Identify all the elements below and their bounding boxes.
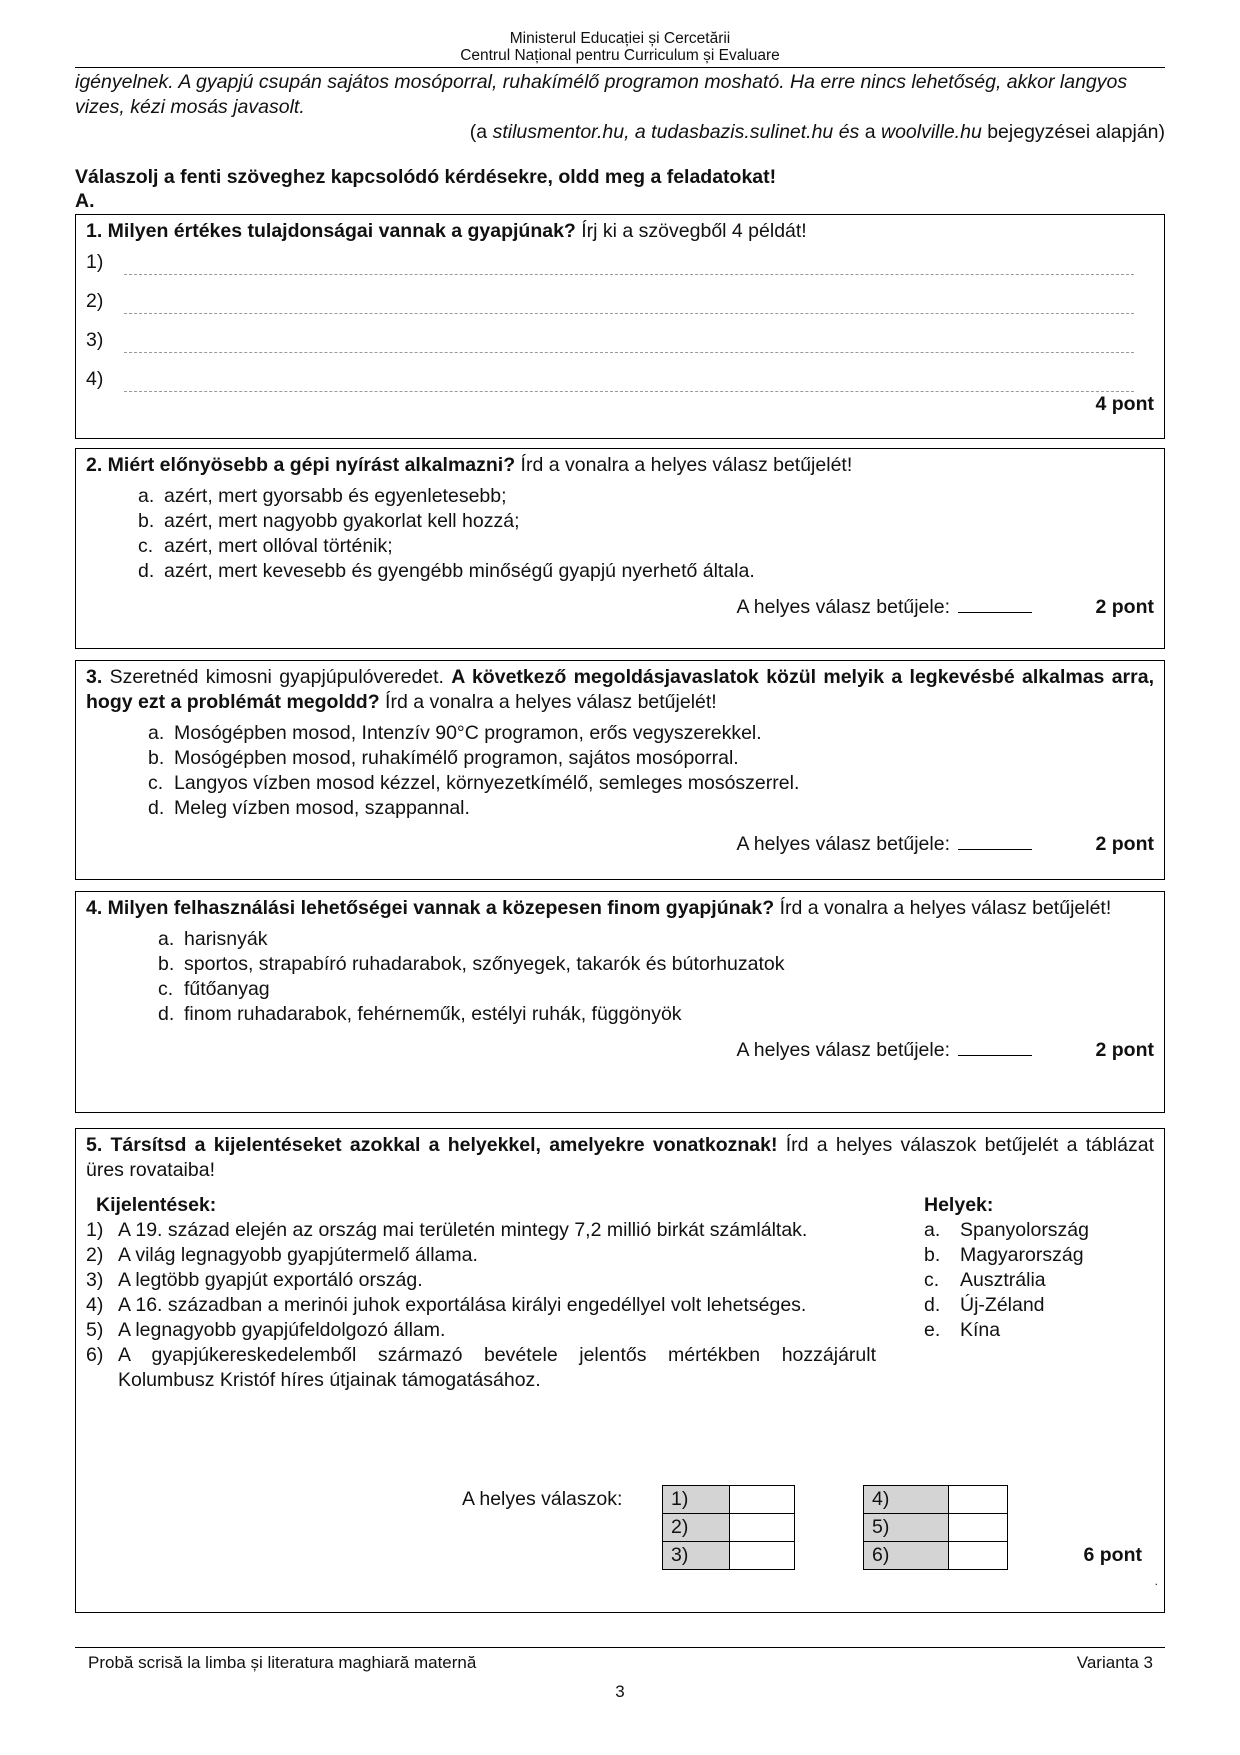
grid-cell-2[interactable]: [730, 1514, 795, 1542]
question-4-title: [86, 896, 1154, 921]
source-prefix: (a: [469, 121, 493, 143]
question-3-title: [86, 665, 1154, 715]
answer-label: A helyes válasz betűjele:: [736, 833, 950, 855]
ministry-name: Ministerul Educației și Cercetării: [509, 30, 731, 47]
answer-line-number: 1): [86, 251, 104, 273]
question-3-plain: Szeretnéd kimosni gyapjúpulóveredet.: [102, 666, 452, 688]
grid-label-6: 6): [864, 1542, 949, 1570]
place-c: c. Ausztrália: [924, 1269, 1046, 1291]
question-5-points: 6 pont: [1083, 1544, 1142, 1566]
grid-label-5: 5): [864, 1514, 949, 1542]
source-sites-1: stilusmentor.hu, a tudasbazis.sulinet.hu és: [492, 121, 860, 143]
question-1-rest: Írj ki a szövegből 4 példát!: [575, 220, 807, 242]
variant-label: Varianta 3: [1076, 1653, 1153, 1672]
answer-blank[interactable]: [958, 1037, 1032, 1056]
source-suffix: bejegyzései alapján): [981, 121, 1165, 143]
statement-2: 2) A világ legnagyobb gyapjútermelő állama.: [86, 1244, 478, 1266]
grid-cell-5[interactable]: [949, 1514, 1008, 1542]
question-4-bold: 4. Milyen felhasználási lehetőségei vannak a közepesen finom gyapjúnak?: [86, 897, 775, 919]
grid-cell-6[interactable]: [949, 1542, 1008, 1570]
answer-grid-right: [863, 1485, 1008, 1570]
question-2-title: [86, 453, 1154, 478]
question-4-points: 2 pont: [1095, 1039, 1154, 1061]
answer-grid-left: [662, 1485, 795, 1570]
statements-column: [86, 1193, 876, 1393]
places-heading: Helyek:: [924, 1194, 994, 1216]
instruction: Válaszolj a fenti szöveghez kapcsolódó kérdésekre, oldd meg a feladatokat!: [75, 166, 777, 188]
option-c: c. Langyos vízben mosod kézzel, környezetkímélő, semleges mosószerrel.: [148, 772, 800, 794]
statement-5: 5) A legnagyobb gyapjúfeldolgozó állam.: [86, 1319, 446, 1341]
answer-line-3[interactable]: [86, 314, 1154, 353]
source-sites-2: woolville.hu: [880, 121, 982, 143]
matching-columns: [86, 1193, 1154, 1393]
question-4-box: [75, 891, 1165, 1113]
statement-3: 3) A legtöbb gyapjút exportáló ország.: [86, 1269, 423, 1291]
grid-label-3: 3): [663, 1542, 730, 1570]
option-d: d. Meleg vízben mosod, szappannal.: [148, 797, 470, 819]
answer-blank[interactable]: [958, 831, 1032, 850]
footer-divider: [75, 1647, 1165, 1648]
option-c: c. azért, mert ollóval történik;: [138, 535, 393, 557]
question-2-box: [75, 448, 1165, 649]
question-3-box: [75, 660, 1165, 880]
question-5-bold: 5. Társítsd a kijelentéseket azokkal a helyekkel, amelyekre vonatkoznak!: [86, 1134, 778, 1156]
option-b: b. Mosógépben mosod, ruhakímélő programon, sajátos mosóporral.: [148, 747, 739, 769]
question-2-answer: [86, 594, 1154, 620]
grid-label-4: 4): [864, 1486, 949, 1514]
statement-6: 6) A gyapjúkereskedelemből származó bevétele jelentős mértékben hozzájárult Kolumbusz Kristóf híres útjainak támogatásához.: [86, 1344, 876, 1391]
source-citation: [75, 120, 1165, 145]
answer-blank[interactable]: [958, 594, 1032, 613]
answer-line-number: 3): [86, 329, 104, 351]
question-4-rest: Írd a vonalra a helyes válasz betűjelét!: [774, 897, 1112, 919]
option-b: b. azért, mert nagyobb gyakorlat kell hozzá;: [138, 510, 520, 532]
place-d: d. Új-Zéland: [924, 1294, 1045, 1316]
question-3-bold: A következő megoldásjavaslatok közül melyik a legkevésbé alkalmas arra, hogy ezt a problémát megoldd?: [86, 666, 1154, 713]
center-name: Centrul Național pentru Curriculum și Evaluare: [460, 47, 780, 64]
page-footer: [88, 1653, 1153, 1673]
place-b: b. Magyarország: [924, 1244, 1084, 1266]
header-divider: [75, 67, 1165, 68]
statements-heading: Kijelentések:: [96, 1194, 217, 1216]
option-b: b. sportos, strapabíró ruhadarabok, szőnyegek, takarók és bútorhuzatok: [158, 953, 785, 975]
question-1-bold: 1. Milyen értékes tulajdonságai vannak a gyapjúnak?: [86, 220, 576, 242]
question-2-options: [138, 484, 1154, 584]
exam-name: Probă scrisă la limba și literatura maghiară maternă: [88, 1653, 477, 1672]
question-3-num: 3.: [86, 666, 103, 688]
answers-label: A helyes válaszok:: [462, 1488, 623, 1510]
option-d: d. azért, mert kevesebb és gyengébb minőségű gyapjú nyerhető általa.: [138, 560, 755, 582]
option-d: d. finom ruhadarabok, fehérneműk, estélyi ruhák, függönyök: [158, 1003, 682, 1025]
question-4-answer: [86, 1037, 1154, 1063]
grid-cell-4[interactable]: [949, 1486, 1008, 1514]
intro-paragraph: igényelnek. A gyapjú csupán sajátos mosóporral, ruhakímélő programon mosható. Ha erre nincs lehetőség, akkor langyos vizes, kézi mosás javasolt.: [75, 71, 1128, 118]
grid-label-1: 1): [663, 1486, 730, 1514]
answer-line-number: 4): [86, 368, 104, 390]
question-2-rest: Írd a vonalra a helyes válasz betűjelét!: [515, 454, 853, 476]
corner-dot: .: [1154, 1574, 1158, 1588]
option-a: a. azért, mert gyorsabb és egyenletesebb;: [138, 485, 507, 507]
question-3-answer: [86, 831, 1154, 857]
statement-1: 1) A 19. század elején az ország mai területén mintegy 7,2 millió birkát számláltak.: [86, 1219, 808, 1241]
answer-line-2[interactable]: [86, 275, 1154, 314]
intro-text: [75, 70, 1165, 120]
question-5-box: [75, 1128, 1165, 1613]
answer-line-number: 2): [86, 290, 104, 312]
section-label: A.: [75, 190, 95, 212]
question-3-points: 2 pont: [1095, 833, 1154, 855]
question-1-box: [75, 214, 1165, 439]
statement-4: 4) A 16. században a merinói juhok exportálása királyi engedéllyel volt lehetséges.: [86, 1294, 807, 1316]
grid-cell-1[interactable]: [730, 1486, 795, 1514]
place-e: e. Kína: [924, 1319, 1001, 1341]
question-3-rest: Írd a vonalra a helyes válasz betűjelét!: [379, 691, 717, 713]
question-1-points: 4 pont: [1095, 393, 1154, 415]
grid-cell-3[interactable]: [730, 1542, 795, 1570]
option-a: a. harisnyák: [158, 928, 268, 950]
question-4-options: [158, 927, 1154, 1027]
answer-line-4[interactable]: [86, 353, 1154, 392]
question-5-rest: Írd a helyes válaszok betűjelét a táblázat üres rovataiba!: [86, 1134, 1154, 1181]
option-a: a. Mosógépben mosod, Intenzív 90°C programon, erős vegyszerekkel.: [148, 722, 762, 744]
answer-label: A helyes válasz betűjele:: [736, 596, 950, 618]
page-number: 3: [615, 1682, 625, 1701]
question-2-points: 2 pont: [1095, 596, 1154, 618]
question-5-title: [86, 1133, 1154, 1183]
option-c: c. fűtőanyag: [158, 978, 270, 1000]
question-3-options: [148, 721, 1154, 821]
question-2-bold: 2. Miért előnyösebb a gépi nyírást alkalmazni?: [86, 454, 516, 476]
answer-label: A helyes válasz betűjele:: [736, 1039, 950, 1061]
page-header: [75, 0, 1165, 64]
places-column: [924, 1193, 1154, 1393]
source-mid: a: [859, 121, 881, 143]
grid-label-2: 2): [663, 1514, 730, 1542]
place-a: a. Spanyolország: [924, 1219, 1089, 1241]
